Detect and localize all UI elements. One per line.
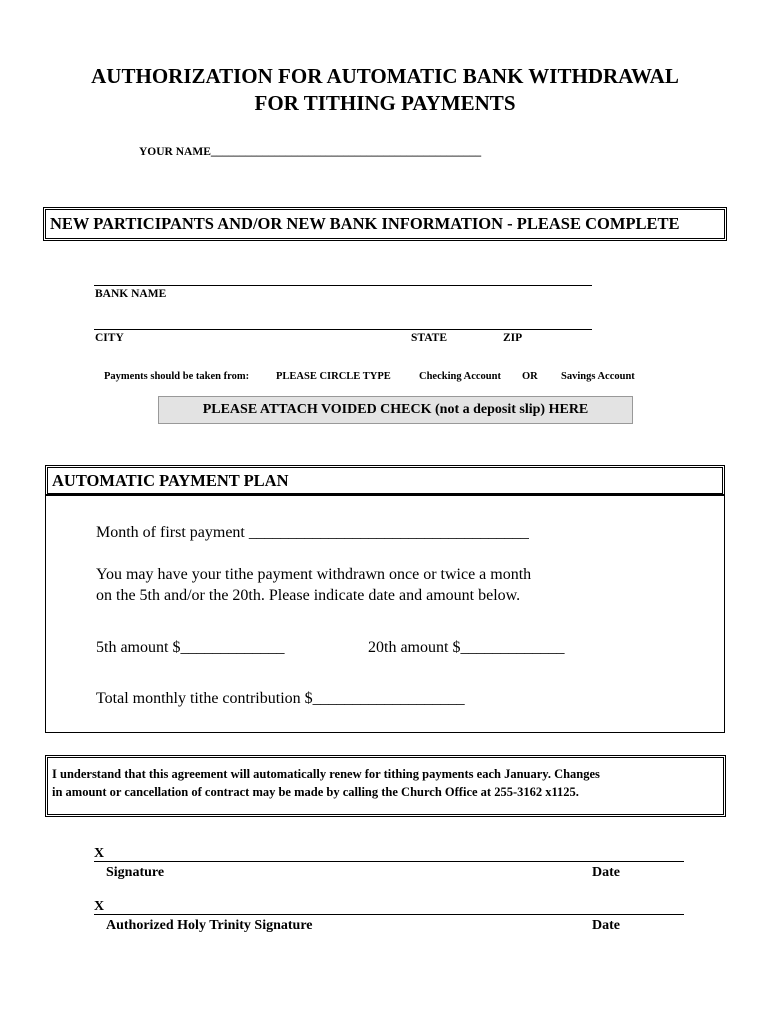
bank-info-heading: NEW PARTICIPANTS AND/OR NEW BANK INFORMATION - PLEASE COMPLETE (43, 207, 727, 241)
attach-voided-check-box: PLEASE ATTACH VOIDED CHECK (not a deposit slip) HERE (158, 396, 633, 424)
payments-from-label: Payments should be taken from: (104, 371, 250, 382)
city-state-zip-line[interactable] (94, 329, 592, 330)
your-name-field[interactable] (139, 146, 481, 158)
signature-line[interactable] (94, 861, 684, 862)
bank-name-line[interactable] (94, 285, 592, 286)
twentieth-amount-field[interactable]: 20th amount $_____________ (368, 639, 565, 656)
authorized-x-mark: X (94, 899, 105, 914)
your-name-label: YOUR NAME (139, 146, 211, 158)
fifth-amount-field[interactable]: 5th amount $_____________ (96, 639, 285, 656)
form-title-line1: AUTHORIZATION FOR AUTOMATIC BANK WITHDRAWAL (91, 64, 679, 88)
savings-account-option[interactable]: Savings Account (561, 371, 635, 382)
withdraw-info-line1: You may have your tithe payment withdrawn once or twice a month (96, 566, 532, 583)
state-label: STATE (411, 332, 448, 344)
first-payment-field[interactable]: Month of first payment ___________________________________ (96, 524, 529, 541)
total-contribution-field[interactable]: Total monthly tithe contribution $___________________ (96, 690, 465, 707)
form-title-line2: FOR TITHING PAYMENTS (254, 91, 516, 115)
authorized-signature-line[interactable] (94, 914, 684, 915)
agreement-line1: I understand that this agreement will automatically renew for tithing payments each January. Changes (52, 767, 600, 781)
payment-plan-heading: AUTOMATIC PAYMENT PLAN (45, 465, 725, 496)
zip-label: ZIP (503, 332, 523, 344)
authorized-date-label: Date (592, 918, 620, 933)
checking-account-option[interactable]: Checking Account (419, 371, 501, 382)
city-label: CITY (95, 332, 124, 344)
signature-label: Signature (106, 865, 165, 880)
bank-name-label: BANK NAME (95, 288, 167, 300)
authorized-signature-label: Authorized Holy Trinity Signature (106, 918, 313, 933)
agreement-box (45, 755, 726, 817)
agreement-line2: in amount or cancellation of contract may be made by calling the Church Office at 255-3162 x1125. (52, 785, 579, 799)
withdraw-info-line2: on the 5th and/or the 20th. Please indicate date and amount below. (96, 587, 521, 604)
your-name-blank: _______________________________________________ (210, 146, 482, 158)
or-label: OR (522, 371, 538, 382)
signature-x-mark: X (94, 846, 105, 861)
signature-date-label: Date (592, 865, 620, 880)
circle-type-label: PLEASE CIRCLE TYPE (276, 371, 391, 382)
